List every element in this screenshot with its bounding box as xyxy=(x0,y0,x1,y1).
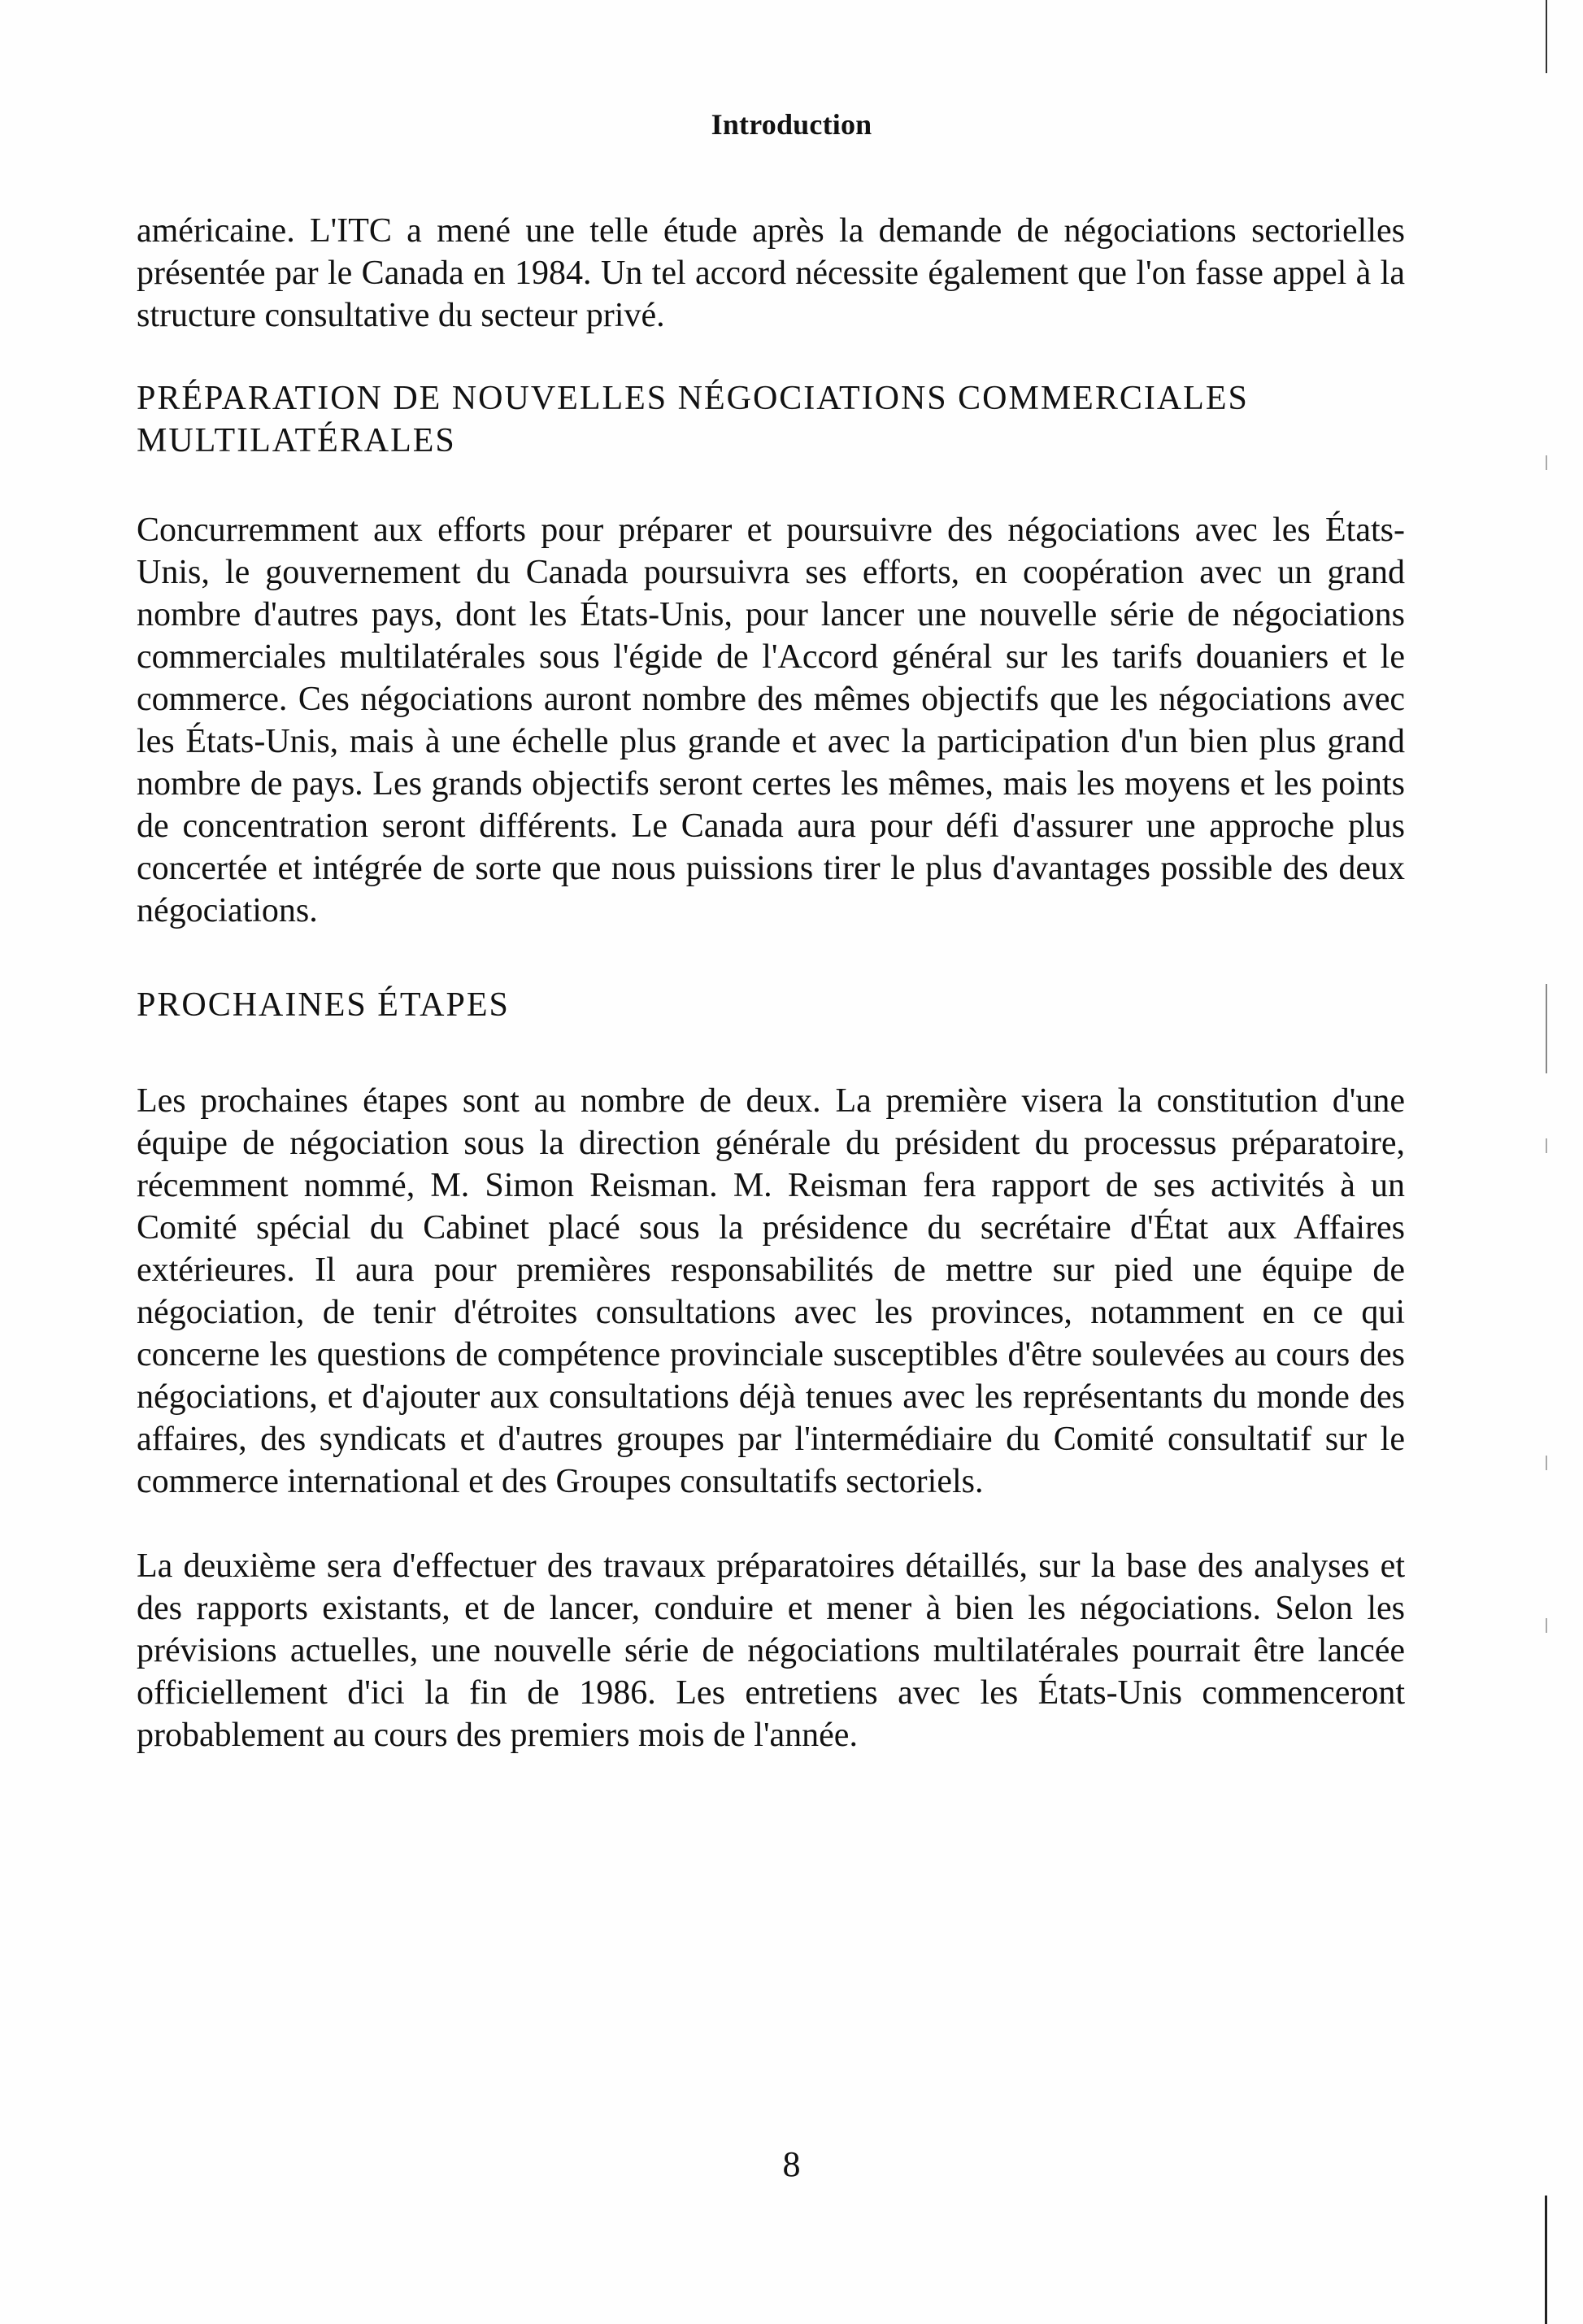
page-body xyxy=(137,210,1405,1756)
scan-edge-dot xyxy=(1546,1456,1547,1470)
scan-edge-dot xyxy=(1546,1618,1547,1633)
page-number: 8 xyxy=(782,2144,801,2184)
scan-edge-mark-top xyxy=(1546,0,1547,73)
paragraph-next-steps-first: Les prochaines étapes sont au nombre de deux. La première visera la constitution d'une équipe de négociation sous la direction générale du président du processus préparatoire, récemment nommé, M. Simon Reisman. M. Reisman fera rapport de ses activités à un Comité spécial du Cabinet placé sous la présidence du secrétaire d'État aux Affaires extérieures. Il aura pour premières responsabilités de mettre sur pied une équipe de négociation, de tenir d'étroites consultations avec les provinces, notamment en ce qui concerne les questions de compétence provinciale susceptibles d'être soulevées au cours des négociations, et d'ajouter aux consultations déjà tenues avec les représentants du monde des affaires, des syndicats et d'autres groupes par l'intermédiaire du Comité consultatif sur le commerce international et des Groupes consultatifs sectoriels. xyxy=(137,1082,1405,1500)
intro-paragraph: américaine. L'ITC a mené une telle étude après la demande de négociations sectorielles présentée par le Canada en 1984. Un tel accord nécessite également que l'on fasse appel à la structure consultative du secteur privé. xyxy=(137,212,1405,334)
section-heading-next-steps: PROCHAINES ÉTAPES xyxy=(137,986,510,1024)
scan-edge-mark-middle xyxy=(1546,984,1547,1073)
scan-edge-dot xyxy=(1546,455,1547,470)
paragraph-next-steps-second: La deuxième sera d'effectuer des travaux préparatoires détaillés, sur la base des analyses et des rapports existants, et de lancer, conduire et mener à bien les négociations. Selon les prévisions actuelles, une nouvelle série de négociations multilatérales pourrait être lancée officiellement d'ici la fin de 1986. Les entretiens avec les États-Unis commenceront probablement au cours des premiers mois de l'année. xyxy=(137,1547,1405,1754)
running-header: Introduction xyxy=(711,108,872,141)
scan-edge-mark-bottom xyxy=(1545,2196,1547,2324)
scan-edge-dot xyxy=(1546,1138,1547,1153)
paragraph-preparation: Concurremment aux efforts pour préparer et poursuivre des négociations avec les États-Unis, le gouvernement du Canada poursuivra ses efforts, en coopération avec un grand nombre d'autres pays, dont les États-Unis, pour lancer une nouvelle série de négociations commerciales multilatérales sous l'égide de l'Accord général sur les tarifs douaniers et le commerce. Ces négociations auront nombre des mêmes objectifs que les négociations avec les États-Unis, mais à une échelle plus grande et avec la participation d'un bien plus grand nombre de pays. Les grands objectifs seront certes les mêmes, mais les moyens et les points de concentration seront différents. Le Canada aura pour défi d'assurer une approche plus concertée et intégrée de sorte que nous puissions tirer le plus d'avantages possible des deux négociations. xyxy=(137,511,1405,929)
section-heading-preparation: PRÉPARATION DE NOUVELLES NÉGOCIATIONS COMMERCIALES MULTILATÉRALES xyxy=(137,380,1249,459)
